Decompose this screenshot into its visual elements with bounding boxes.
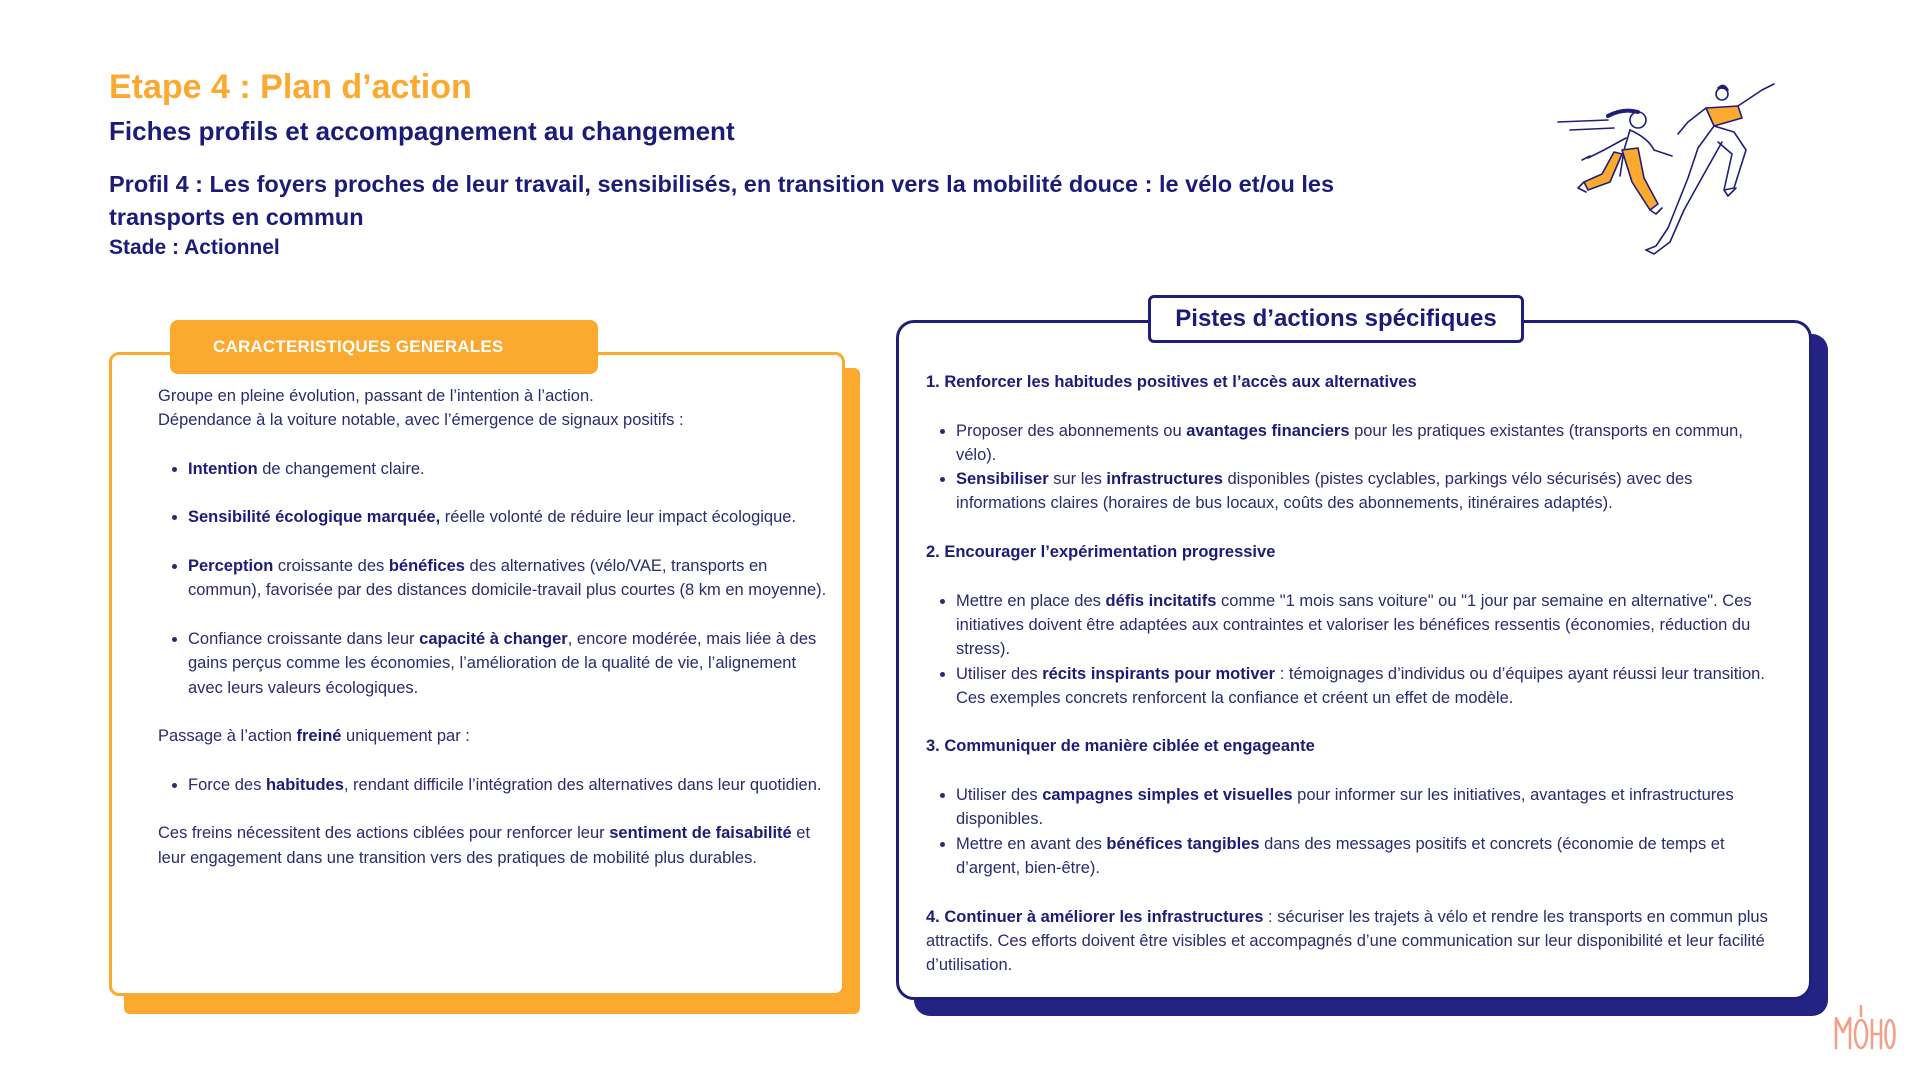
characteristics-content [158,384,828,870]
list-item: • Sensibiliser sur les infrastructures disponibles (pistes cyclables, parkings vélo sécurisés) avec des informations claires (horaires de bus locaux, coûts des abonnements, itinéraires adaptés). [956,467,1786,516]
actions-card-title: Pistes d’actions spécifiques [1148,295,1524,343]
conclusion-paragraph: Ces freins nécessitent des actions ciblées pour renforcer leur sentiment de faisabilité et leur engagement dans une transition vers des pratiques de mobilité plus durables. [158,824,811,867]
moho-logo [1832,996,1896,1056]
stade-label: Stade : Actionnel [109,236,280,259]
passage-line: Passage à l’action freiné uniquement par : [158,727,470,746]
section-paragraph-4: 4. Continuer à améliorer les infrastructures : sécuriser les trajets à vélo et rendre les transports en commun plus attractifs. Ces efforts doivent être visibles et accompagnés d’une communication sur leur disponibilité et leur facilité d’utilisation. [926,907,1768,975]
intro-line-1: Groupe en pleine évolution, passant de l’intention à l’action. [158,387,594,405]
list-item: • Sensibilité écologique marquée, réelle volonté de réduire leur impact écologique. [188,505,828,529]
profile-title: Profil 4 : Les foyers proches de leur travail, sensibilisés, en transition vers la mobilité douce : le vélo et/ou les transports en commun [109,171,1335,230]
section-heading-2: 2. Encourager l’expérimentation progressive [926,543,1276,562]
list-item: • Intention de changement claire. [188,457,828,481]
page-subtitle: Fiches profils et accompagnement au changement [109,116,735,146]
list-item: • Mettre en avant des bénéfices tangibles dans des messages positifs et concrets (économie de temps et d’argent, bien-être). [956,832,1786,881]
list-item: • Confiance croissante dans leur capacité à changer, encore modérée, mais liée à des gains perçus comme les économies, l’amélioration de la qualité de vie, l’alignement avec leurs valeurs écologiques. [188,627,828,700]
actions-content [926,370,1786,977]
section-heading-1: 1. Renforcer les habitudes positives et l’accès aux alternatives [926,373,1417,391]
list-item: • Perception croissante des bénéfices des alternatives (vélo/VAE, transports en commun), favorisée par des distances domicile-travail plus courtes (8 km en moyenne). [188,554,828,603]
list-item: • Utiliser des campagnes simples et visuelles pour informer sur les initiatives, avantages et infrastructures disponibles. [956,783,1786,832]
list-item: • Proposer des abonnements ou avantages financiers pour les pratiques existantes (transports en commun, vélo). [956,419,1786,468]
section-heading-3: 3. Communiquer de manière ciblée et engageante [926,737,1315,756]
list-item: • Mettre en place des défis incitatifs comme "1 mois sans voiture" ou "1 jour par semaine en alternative". Ces initiatives doivent être adaptées aux contraintes et valoriser les bénéfices ressentis (économies, réduction du stress). [956,589,1786,662]
page-title: Etape 4 : Plan d’action [109,68,472,106]
list-item: • Force des habitudes, rendant difficile l’intégration des alternatives dans leur quotidien. [188,773,828,797]
runners-illustration [1538,78,1818,268]
characteristics-tab-label: CARACTERISTIQUES GENERALES [170,320,598,374]
list-item: • Utiliser des récits inspirants pour motiver : témoignages d’individus ou d’équipes ayant réussi leur transition. Ces exemples concrets renforcent la confiance et créent un effet de modèle. [956,662,1786,711]
intro-line-2: Dépendance à la voiture notable, avec l’émergence de signaux positifs : [158,411,684,430]
